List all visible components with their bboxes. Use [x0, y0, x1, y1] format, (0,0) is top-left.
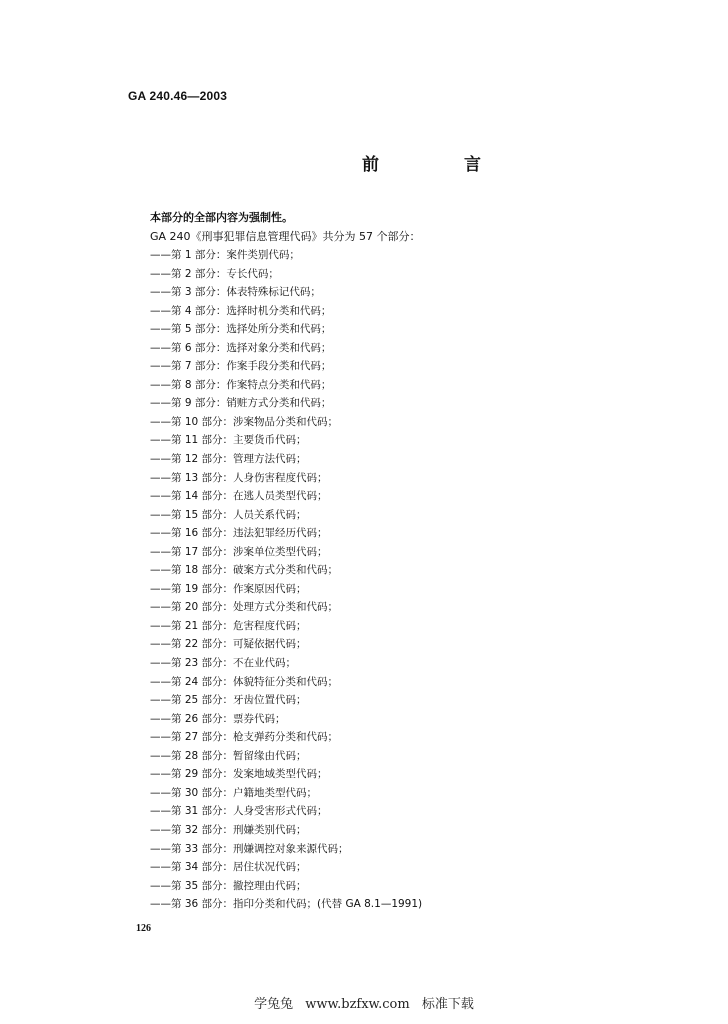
- list-item: ——第 8 部分：作案特点分类和代码；: [150, 378, 332, 391]
- list-item: ——第 7 部分：作案手段分类和代码；: [150, 360, 332, 373]
- list-item: ——第 2 部分：专长代码；: [150, 267, 279, 280]
- footer-watermark: 学兔兔 www.bzfxw.com 标准下载: [254, 997, 474, 1012]
- list-item: ——第 18 部分：破案方式分类和代码；: [150, 564, 339, 577]
- list-item: ——第 36 部分：指印分类和代码；(代替 GA 8.1—1991): [150, 898, 423, 911]
- series-summary: GA 240《刑事犯罪信息管理代码》共分为 57 个部分：: [150, 230, 421, 243]
- list-item: ——第 6 部分：选择对象分类和代码；: [150, 341, 332, 354]
- list-item: ——第 13 部分：人身伤害程度代码；: [150, 471, 328, 484]
- list-item: ——第 30 部分：户籍地类型代码；: [150, 786, 318, 799]
- list-item: ——第 23 部分：不在业代码；: [150, 657, 297, 670]
- list-item: ——第 27 部分：枪支弹药分类和代码；: [150, 731, 339, 744]
- list-item: ——第 21 部分：危害程度代码；: [150, 619, 307, 632]
- list-item: ——第 26 部分：票券代码；: [150, 712, 286, 725]
- list-item: ——第 32 部分：刑嫌类别代码；: [150, 823, 307, 836]
- list-item: ——第 20 部分：处理方式分类和代码；: [150, 601, 339, 614]
- list-item: ——第 11 部分：主要货币代码；: [150, 434, 307, 447]
- list-item: ——第 12 部分：管理方法代码；: [150, 453, 307, 466]
- list-item: ——第 15 部分：人员关系代码；: [150, 508, 307, 521]
- list-item: ——第 29 部分：发案地域类型代码；: [150, 768, 328, 781]
- list-item: ——第 24 部分：体貌特征分类和代码；: [150, 675, 339, 688]
- list-item: ——第 17 部分：涉案单位类型代码；: [150, 545, 328, 558]
- parts-list: [150, 246, 422, 914]
- mandatory-statement: 本部分的全部内容为强制性。: [150, 211, 293, 224]
- list-item: ——第 3 部分：体表特殊标记代码；: [150, 286, 321, 299]
- list-item: ——第 33 部分：刑嫌调控对象来源代码；: [150, 842, 349, 855]
- standard-code: GA 240.46—2003: [128, 89, 228, 103]
- list-item: ——第 9 部分：销赃方式分类和代码；: [150, 397, 332, 410]
- list-item: ——第 10 部分：涉案物品分类和代码；: [150, 415, 339, 428]
- list-item: ——第 31 部分：人身受害形式代码；: [150, 805, 328, 818]
- list-item: ——第 22 部分：可疑依据代码；: [150, 638, 307, 651]
- list-item: ——第 28 部分：暂留缘由代码；: [150, 749, 307, 762]
- list-item: ——第 16 部分：违法犯罪经历代码；: [150, 527, 328, 540]
- list-item: ——第 14 部分：在逃人员类型代码；: [150, 490, 328, 503]
- list-item: ——第 19 部分：作案原因代码；: [150, 582, 307, 595]
- list-item: ——第 34 部分：居住状况代码；: [150, 861, 307, 874]
- list-item: ——第 35 部分：撤控理由代码；: [150, 879, 307, 892]
- list-item: ——第 4 部分：选择时机分类和代码；: [150, 304, 332, 317]
- page-title: 前 言: [362, 155, 515, 175]
- list-item: ——第 1 部分：案件类别代码；: [150, 249, 300, 261]
- page-number: 126: [136, 923, 151, 934]
- list-item: ——第 25 部分：牙齿位置代码；: [150, 694, 307, 707]
- list-item: ——第 5 部分：选择处所分类和代码；: [150, 323, 332, 336]
